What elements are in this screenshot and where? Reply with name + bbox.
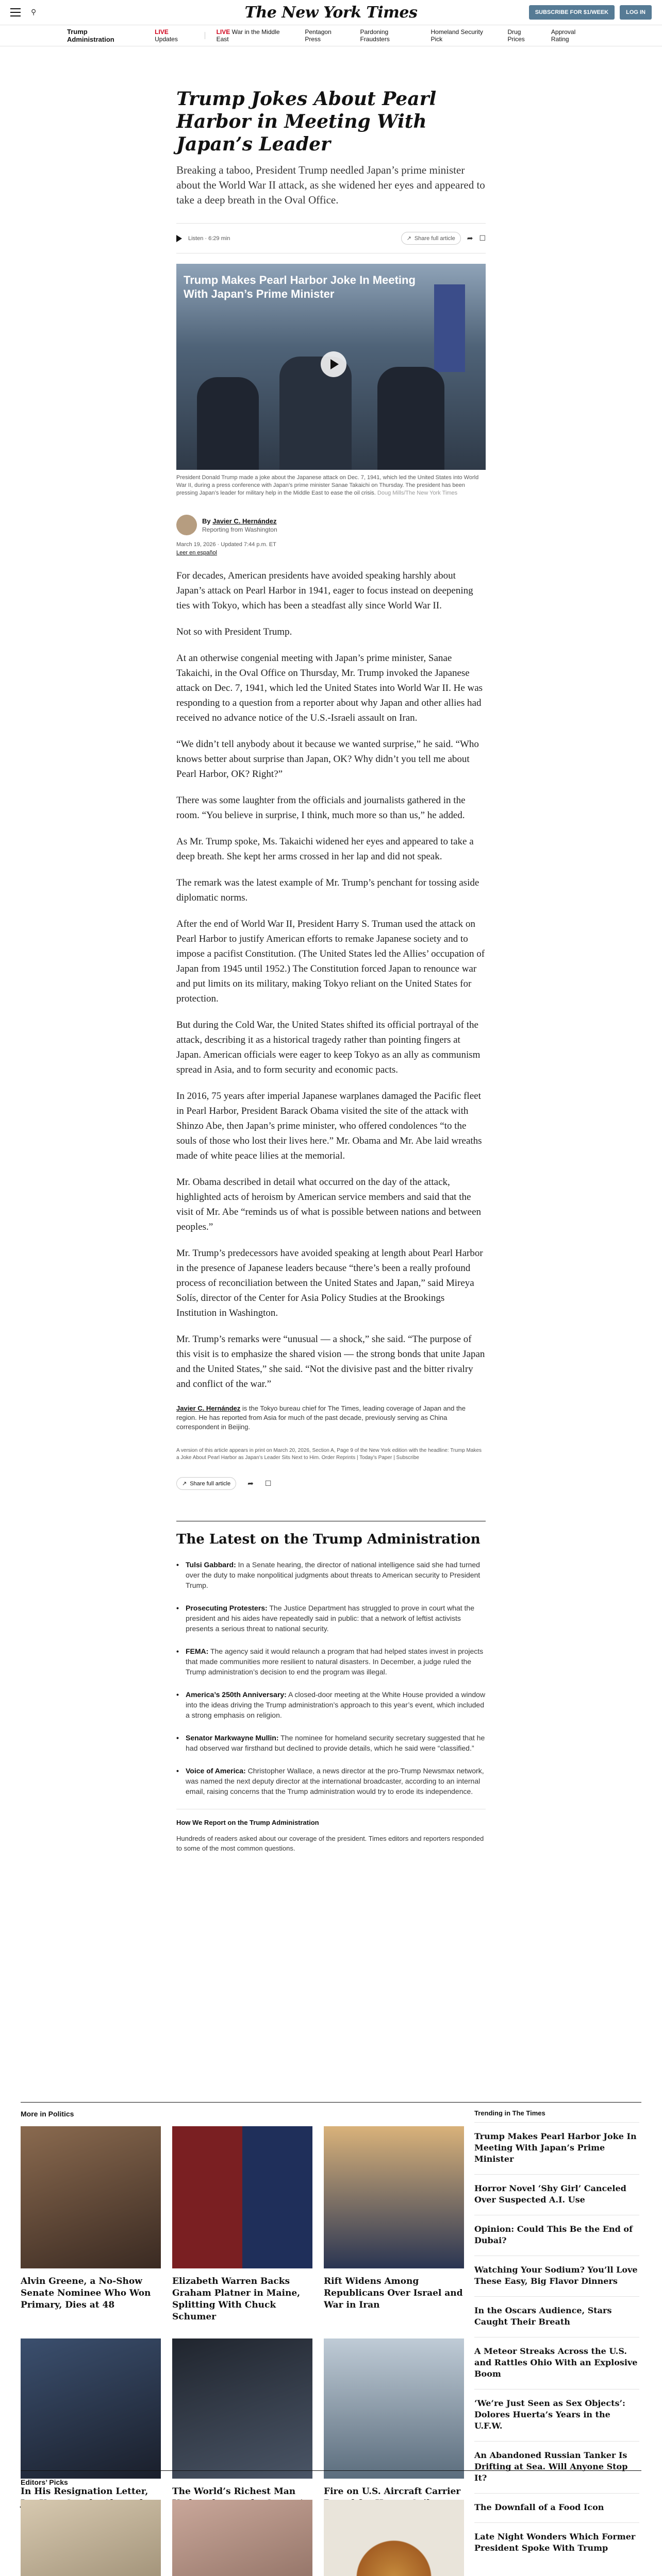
spanish-link[interactable]: Leer en español	[176, 550, 217, 556]
nav-item-approval[interactable]: Approval Rating	[551, 28, 576, 43]
audio-label: Listen · 6:29 min	[188, 235, 230, 242]
nav-item-homeland[interactable]: Homeland Security Pick	[431, 28, 483, 43]
trending-item[interactable]: The Downfall of a Food Icon	[474, 2493, 639, 2522]
subscribe-button[interactable]: SUBSCRIBE FOR $1/WEEK	[529, 5, 615, 20]
trending-item[interactable]: A Meteor Streaks Across the U.S. and Rattles Ohio With an Explosive Boom	[474, 2337, 639, 2389]
paragraph: As Mr. Trump spoke, Ms. Takaichi widened her eyes and appeared to take a deep breath. She kept her arms crossed in her lap and did not speak.	[176, 836, 474, 862]
item-head: Prosecuting Protesters:	[186, 1604, 268, 1612]
author-tagline	[176, 1404, 486, 1432]
video-title-overlay: Trump Makes Pearl Harbor Joke In Meeting With Japan’s Prime Minister	[184, 274, 416, 300]
paragraph: Not so with President Trump.	[176, 626, 292, 637]
author-name[interactable]	[202, 517, 277, 525]
hero-video[interactable]	[176, 264, 486, 470]
report-heading[interactable]: How We Report on the Trump Administration	[176, 1819, 319, 1826]
item-head: Tulsi Gabbard:	[186, 1561, 236, 1569]
latest-item[interactable]	[176, 1646, 486, 1677]
paragraph: In 2016, 75 years after imperial Japanese warplanes damaged the Pacific fleet in Pearl Harbor, President Barack Obama visited the site of the attack with Shinzo Abe, then Japan’s prime minister, who offered condolences “to the souls of those who lost their lives here.” Mr. Obama and Mr. Abe laid wreaths made of white peace lilies at the memorial.	[176, 1091, 482, 1161]
trending-item[interactable]: An Abandoned Russian Tanker Is Drifting at Sea. Will Anyone Stop It?	[474, 2441, 639, 2493]
latest-item[interactable]	[176, 1560, 486, 1590]
share-label: Share full article	[414, 235, 455, 242]
gift-icon[interactable]: ➦	[467, 234, 473, 242]
section-nav	[0, 25, 662, 46]
story-card[interactable]	[324, 2126, 464, 2323]
latest-item[interactable]	[176, 1733, 486, 1753]
latest-item[interactable]	[176, 1603, 486, 1634]
editors-grid	[21, 2500, 641, 2576]
editors-card[interactable]	[21, 2500, 161, 2576]
story-image	[324, 2500, 464, 2576]
top-bar-left	[10, 8, 165, 17]
menu-icon[interactable]	[10, 8, 21, 16]
summary: Breaking a taboo, President Trump needled Japan’s prime minister about the World War II attack, as she widened her eyes and appeared to take a deep breath in the Oval Office.	[176, 164, 485, 206]
date-updated: Updated 7:44 p.m. ET	[221, 541, 276, 548]
nav-item-drug-prices[interactable]: Drug Prices	[507, 28, 525, 43]
item-text: The Justice Department has struggled to prove in court what the president and his aides have repeatedly said in public: that a network of leftist activists presents a serious threat to national security.	[186, 1604, 475, 1633]
editors-picks	[21, 2470, 641, 2576]
gift-icon[interactable]: ➦	[247, 1479, 254, 1487]
more-label: More in Politics	[21, 2110, 74, 2118]
item-text: In a Senate hearing, the director of national intelligence said she had turned over the duty to make nonpolitical judgments about threats to American security to President Trump.	[186, 1561, 481, 1589]
tagline-author[interactable]: Javier C. Hernández	[176, 1404, 241, 1412]
nav-item-pentagon[interactable]: Pentagon Press	[305, 28, 332, 43]
paragraph: Mr. Obama described in detail what occurred on the day of the attack, highlighted acts of heroism by American service members and said that the visit of Mr. Abe “reminds us of what is possible between nations and between peoples.”	[176, 1177, 482, 1232]
story-title: In His Resignation Letter,	[21, 2486, 148, 2497]
video-play-icon[interactable]	[321, 351, 346, 377]
trending-item[interactable]: Opinion: Could This Be the End of Dubai?	[474, 2215, 639, 2256]
search-icon[interactable]: ⚲	[31, 8, 37, 16]
bottom-share-bar	[176, 1477, 486, 1490]
article	[176, 46, 486, 1853]
print-note: A version of this article appears in print on March 20, 2026, Section A, Page 9 of the New York edition with the headline: Trump Makes a Joke About Pearl Harbor as Japan’s Leader Sits Next to Him. Order Reprints | Today’s Paper | Subscribe	[176, 1448, 482, 1461]
trending-item[interactable]: Trump Makes Pearl Harbor Joke In Meeting With Japan’s Prime Minister	[474, 2122, 639, 2174]
latest-item[interactable]	[176, 1766, 486, 1797]
play-icon[interactable]	[176, 235, 182, 242]
item-head: America’s 250th Anniversary:	[186, 1690, 287, 1699]
dateline: Reporting from Washington	[202, 526, 277, 533]
top-bar	[0, 0, 662, 25]
paragraph: For decades, American presidents have avoided speaking harshly about Japan’s attack on Pearl Harbor in 1941, eager to focus instead on deepening ties with Tokyo, which has been a steadfast ally since World War II.	[176, 570, 473, 611]
item-text: A closed-door meeting at the White House provided a window into the ideas driving the Trump administration’s approach to this year’s event, which included a strong emphasis on religion.	[186, 1690, 486, 1719]
story-image	[172, 2338, 312, 2479]
caption-text: President Donald Trump made a joke about the Japanese attack on Dec. 7, 1941, which led the United States into World War II, during a press conference with Japan’s prime minister Sanae Takaichi on Thursday. The president has been pressing Japan’s leader for military help in the Middle East to ease the oil crisis.	[176, 474, 479, 496]
byline-prefix: By	[202, 517, 213, 525]
item-text: The agency said it would relaunch a program that had helped states invest in projects that made communities more resilient to natural disasters. In December, a judge ruled the Trump administration’s decision to end the program was illegal.	[186, 1647, 484, 1676]
latest-module	[176, 1521, 486, 1853]
trending-item[interactable]: Late Night Wonders Which Former President Spoke With Trump	[474, 2522, 639, 2563]
share-icon: ↗	[182, 1481, 187, 1487]
editors-card[interactable]	[324, 2500, 464, 2576]
byline	[176, 515, 486, 535]
share-button-bottom[interactable]	[176, 1477, 236, 1490]
story-card[interactable]	[21, 2126, 161, 2323]
bookmark-icon[interactable]: ☐	[264, 1479, 272, 1487]
editors-label: Editors’ Picks	[21, 2478, 68, 2486]
article-body	[176, 568, 486, 1392]
story-image	[324, 2338, 464, 2479]
section-title[interactable]: Trump Administration	[67, 28, 114, 43]
person-shape	[197, 377, 259, 470]
item-head: Voice of America:	[186, 1767, 246, 1775]
story-image	[21, 2338, 161, 2479]
paragraph: The remark was the latest example of Mr. Trump’s penchant for tossing aside diplomatic norms.	[176, 877, 479, 903]
story-title: Fire on U.S. Aircraft Carrier	[324, 2486, 461, 2497]
nav-item-pardoning[interactable]: Pardoning Fraudsters	[360, 28, 390, 43]
story-image	[172, 2126, 312, 2268]
story-image	[324, 2126, 464, 2268]
author-link[interactable]: Javier C. Hernández	[212, 517, 277, 525]
paragraph: After the end of World War II, President Harry S. Truman used the attack on Pearl Harbor to justify American efforts to remake Japanese society and to impose a pacifist Constitution. (The United States led the Allies’ occupation of Japan from 1945 until 1952.) The Constitution forced Japan to renounce war and put limits on its military, making Tokyo reliant on the United States for protection.	[176, 919, 485, 1004]
author-avatar[interactable]	[176, 515, 197, 535]
trending-item[interactable]: In the Oscars Audience, Stars Caught Their Breath	[474, 2296, 639, 2337]
nav-label: War in the Middle East	[216, 28, 280, 43]
story-title: Elizabeth Warren Backs Graham Platner in Maine, Splitting With Chuck Schumer	[172, 2276, 301, 2322]
item-head: FEMA:	[186, 1647, 209, 1655]
trending-item[interactable]: Watching Your Sodium? You’ll Love These Easy, Big Flavor Dinners	[474, 2256, 639, 2296]
nav-item-middle-east[interactable]	[217, 28, 294, 43]
report-text: Hundreds of readers asked about our coverage of the president. Times editors and reporters responded to some of the most common questions.	[176, 1835, 484, 1852]
story-title: Rift Widens Among Republicans Over Israel and War in Iran	[324, 2276, 463, 2310]
headline: Trump Jokes About Pearl Harbor in Meeting With Japan’s Leader	[176, 88, 437, 155]
story-card[interactable]	[172, 2126, 312, 2323]
paragraph: Mr. Trump’s remarks were “unusual — a shock,” she said. “The purpose of this visit is to emphasize the shared vision — the strong bonds that unite Japan and the United States,” she said. “Not the divisive past and the bitter rivalry and conflict of the war.”	[176, 1334, 485, 1389]
item-text: The nominee for homeland security secretary suggested that he had observed war firsthand but declined to provide details, which he said were “classified.”	[186, 1734, 485, 1752]
paragraph: “We didn’t tell anybody about it because we wanted surprise,” he said. “Who knows better about surprise than Japan, OK? Why didn’t you tell me about Pearl Harbor, OK? Right?”	[176, 739, 479, 779]
story-image	[21, 2126, 161, 2268]
trending-item[interactable]: ‘We’re Just Seen as Sex Objects’: Dolores Huerta’s Years in the U.F.W.	[474, 2389, 639, 2441]
story-image	[172, 2500, 312, 2576]
bookmark-icon[interactable]: ☐	[479, 234, 486, 242]
story-title: The World’s Richest Man	[172, 2486, 296, 2497]
live-badge: LIVE	[155, 28, 169, 36]
audio-bar	[176, 223, 486, 253]
top-bar-right	[497, 5, 652, 20]
editors-card[interactable]	[172, 2500, 312, 2576]
date-published: March 19, 2026	[176, 541, 216, 548]
nav-label: Updates	[155, 36, 178, 43]
paragraph: At an otherwise congenial meeting with Japan’s prime minister, Sanae Takaichi, in the Oval Office on Thursday, Mr. Trump invoked the Japanese attack on Dec. 7, 1941, which led the United States into World War II. He was responding to a question from a reporter about why Japan and other allies had received no advance notice of the U.S.-Israeli assault on Iran.	[176, 653, 483, 723]
report-box	[176, 1809, 486, 1853]
story-title: Alvin Greene, a No-Show Senate Nominee Who Won Primary, Dies at 48	[21, 2276, 151, 2310]
latest-item[interactable]	[176, 1689, 486, 1720]
share-icon: ↗	[406, 235, 411, 242]
flag-shape	[434, 284, 465, 372]
latest-list	[176, 1560, 486, 1797]
story-image	[21, 2500, 161, 2576]
caption-credit: Doug Mills/The New York Times	[377, 490, 458, 496]
item-text: Christopher Wallace, a news director at the pro-Trump Newsmax network, was named the next deputy director at the international broadcaster, according to an internal email, raising concerns that the Trump administration would try to erode its independence.	[186, 1767, 484, 1795]
paragraph: But during the Cold War, the United States shifted its official portrayal of the attack, describing it as a historical tragedy rather than pointing fingers at Japan. American officials were eager to keep Tokyo as an ally as communism spread in Asia, and to form security and economic pacts.	[176, 1020, 481, 1075]
photo-caption	[176, 474, 486, 497]
share-button[interactable]	[401, 232, 461, 245]
nyt-logo[interactable]: The New York Times	[244, 3, 418, 22]
login-button[interactable]: LOG IN	[620, 5, 652, 20]
tagline-text: is the Tokyo bureau chief for The Times, leading coverage of Japan and the region. He has reported from Asia for much of the past decade, previously serving as China correspondent in Beijing.	[176, 1404, 466, 1431]
nav-item-live-updates[interactable]	[155, 28, 193, 43]
share-label: Share full article	[190, 1480, 231, 1487]
trending-item[interactable]: Horror Novel ‘Shy Girl’ Canceled Over Suspected A.I. Use	[474, 2174, 639, 2215]
live-badge: LIVE	[216, 28, 230, 36]
latest-title: The Latest on the Trump Administration	[176, 1532, 481, 1547]
trending-label: Trending in The Times	[474, 2109, 545, 2117]
timestamps: March 19, 2026 · Updated 7:44 p.m. ET Leer en español	[176, 541, 276, 556]
paragraph: There was some laughter from the officials and journalists gathered in the room. “You believe in surprise, I think, much more so than us,” he added.	[176, 795, 466, 821]
paragraph: Mr. Trump’s predecessors have avoided speaking at length about Pearl Harbor in the presence of Japanese leaders because “there’s been a really profound process of reconciliation between the United States and Japan,” said Mireya Solís, director of the Center for Asia Policy Studies at the Brookings Institution in Washington.	[176, 1248, 483, 1318]
item-head: Senator Markwayne Mullin:	[186, 1734, 279, 1742]
person-shape	[377, 367, 444, 470]
